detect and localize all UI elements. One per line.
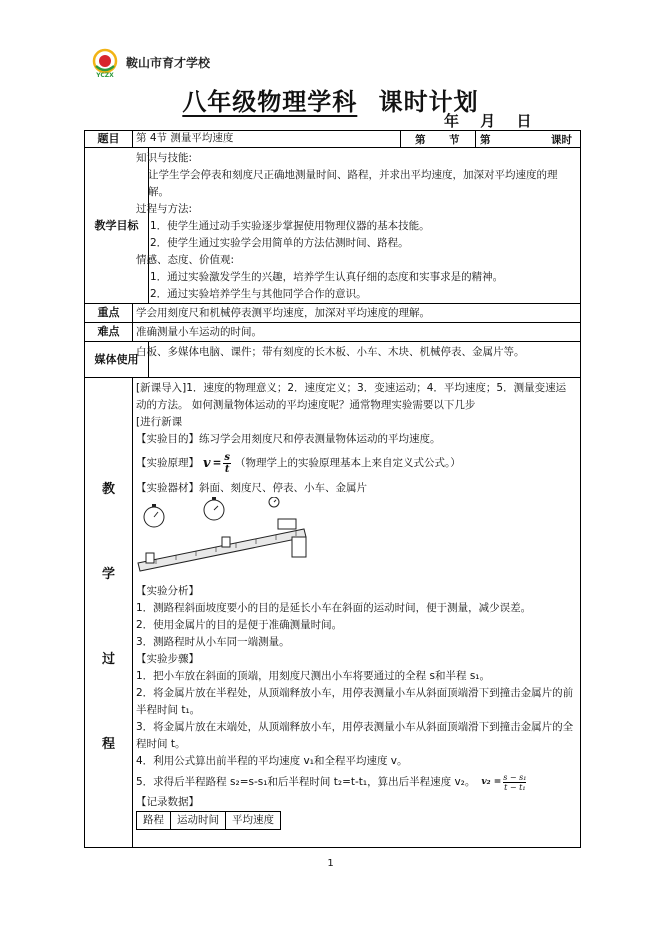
- page-number: 1: [327, 858, 334, 869]
- cart: [278, 519, 296, 529]
- record-table: [136, 811, 281, 830]
- principle-note: （物理学上的实验原理基本上来自定义式公式。）: [235, 456, 461, 469]
- label-media: 媒体使用: [85, 342, 149, 377]
- stopwatch-icon: [204, 497, 224, 520]
- row-process: [85, 378, 580, 847]
- step-4: 4．利用公式算出前半程的平均速度 v₁和全程平均速度 v。: [136, 755, 408, 767]
- key-value: 学会用刻度尺和机械停表测平均速度，加深对平均速度的理解。: [136, 307, 430, 319]
- principle-v: v: [203, 455, 211, 471]
- row-topic: [85, 131, 580, 148]
- process-char-4: 程: [101, 736, 115, 752]
- step-5: 5．求得后半程路程 s₂=s-s₁和后半程时间 t₂=t-t₁，算出后半程速度 v₂。: [136, 775, 476, 788]
- step-1: 1．把小车放在斜面的顶端，用刻度尺测出小车将要通过的全程 s和半程 s₁。: [136, 670, 491, 682]
- principle-t: t: [224, 463, 230, 475]
- lesson-plan-table: [84, 130, 581, 848]
- process-item-1: 1．使学生通过动手实验逐步掌握使用物理仪器的基本技能。: [150, 220, 430, 232]
- process-head: 过程与方法:: [136, 203, 193, 215]
- stopwatch-icon: [269, 497, 279, 507]
- topic-di: 第: [400, 131, 462, 147]
- title-plan: 课时计划: [378, 88, 479, 116]
- new-lesson-text: [进行新课: [136, 416, 183, 428]
- step-5-fraction: [503, 773, 526, 792]
- analysis-head: 【实验分析】: [136, 585, 199, 597]
- step-5-num: s − s₁: [503, 772, 527, 782]
- topic-jie: 节: [449, 133, 460, 146]
- process-char-2: 学: [101, 567, 115, 583]
- analysis-2: 2．使用金属片的目的是便于准确测量时间。: [136, 619, 343, 631]
- equipment-text: 【实验器材】斜面、刻度尺、停表、小车、金属片: [136, 482, 367, 494]
- principle-head: 【实验原理】: [136, 456, 199, 469]
- label-process: [85, 378, 133, 847]
- emotion-item-1: 1．通过实验激发学生的兴趣，培养学生认真仔细的态度和实事求是的精神。: [150, 271, 504, 283]
- process-char-3: 过: [101, 651, 115, 667]
- knowledge-head: 知识与技能:: [136, 152, 193, 164]
- page-title: [0, 82, 661, 117]
- principle-eq: =: [212, 456, 222, 469]
- school-logo: [90, 48, 120, 78]
- logo-text: YCZX: [96, 72, 114, 78]
- metal-piece: [222, 537, 230, 547]
- record-col: 路程: [137, 812, 171, 830]
- step-5-formula-left: v₂ =: [481, 776, 502, 787]
- record-col: 运动时间: [171, 812, 226, 830]
- step-5-den: t − t₁: [504, 782, 526, 792]
- record-col: 平均速度: [226, 812, 281, 830]
- metal-piece: [146, 553, 154, 563]
- topic-di2: 第: [475, 131, 510, 147]
- apparatus-figure: [136, 497, 576, 583]
- record-header-row: [137, 812, 281, 830]
- steps-head: 【实验步骤】: [136, 653, 199, 665]
- process-content: [132, 378, 580, 847]
- process-char-1: 教: [101, 482, 115, 498]
- row-difficulty: [85, 323, 580, 342]
- record-head: 【记录数据】: [136, 796, 199, 808]
- principle-fraction: [223, 452, 231, 475]
- stopwatch-icon: [144, 504, 164, 527]
- step-2: 2．将金属片放在半程处，从顶端释放小车，用停表测量小车从斜面顶端滑下到撞击金属片的前半程时间 t₁。: [136, 687, 574, 716]
- purpose-text: 【实验目的】练习学会用刻度尺和停表测量物体运动的平均速度。: [136, 433, 441, 445]
- date-year: 年: [444, 112, 462, 130]
- label-key: 重点: [85, 304, 133, 322]
- media-value: 白板、多媒体电脑、课件；带有刻度的长木板、小车、木块、机械停表、金属片等。: [136, 346, 525, 358]
- label-topic: 题目: [85, 131, 133, 147]
- goals-content: [132, 148, 580, 303]
- step-5-line: [136, 770, 576, 794]
- date-day: 日: [516, 112, 534, 130]
- label-goals: 教学目标: [85, 148, 149, 303]
- school-name: 鞍山市育才学校: [126, 56, 211, 70]
- date-line: [444, 110, 546, 131]
- analysis-1: 1．测路程斜面坡度要小的目的是延长小车在斜面的运动时间，便于测量，减少误差。: [136, 602, 532, 614]
- principle-s: s: [224, 451, 231, 463]
- analysis-3: 3．测路程时从小车同一端测量。: [136, 636, 290, 648]
- difficulty-value: 准确测量小车运动的时间。: [136, 326, 262, 338]
- principle-line: [136, 448, 576, 478]
- row-goals: [85, 148, 580, 304]
- topic-value: 第 4节 测量平均速度: [136, 132, 234, 144]
- row-key: [85, 304, 580, 323]
- intro-text: [新课导入]1．速度的物理意义；2．速度定义；3．变速运动；4．平均速度；5．测量变速运动的方法。 如何测量物体运动的平均速度呢？通常物理实验需要以下几步: [136, 382, 567, 411]
- wood-block: [292, 537, 306, 557]
- row-media: [85, 342, 580, 378]
- emotion-item-2: 2．通过实验培养学生与其他同学合作的意识。: [150, 288, 367, 300]
- knowledge-text: 让学生学会停表和刻度尺正确地测量时间、路程，并求出平均速度，加深对平均速度的理解。: [148, 169, 558, 198]
- date-month: 月: [480, 112, 498, 130]
- label-difficulty: 难点: [85, 323, 133, 341]
- incline-board: [138, 529, 306, 571]
- step-3: 3．将金属片放在末端处，从顶端释放小车，用停表测量小车从斜面顶端滑下到撞击金属片的全程时间 t。: [136, 721, 574, 750]
- process-item-2: 2．使学生通过实验学会用简单的方法估测时间、路程。: [150, 237, 409, 249]
- title-subject: 八年级物理学科: [182, 88, 358, 116]
- emotion-head: 情感、态度、价值观:: [136, 254, 235, 266]
- topic-keshi: 课时: [551, 133, 572, 146]
